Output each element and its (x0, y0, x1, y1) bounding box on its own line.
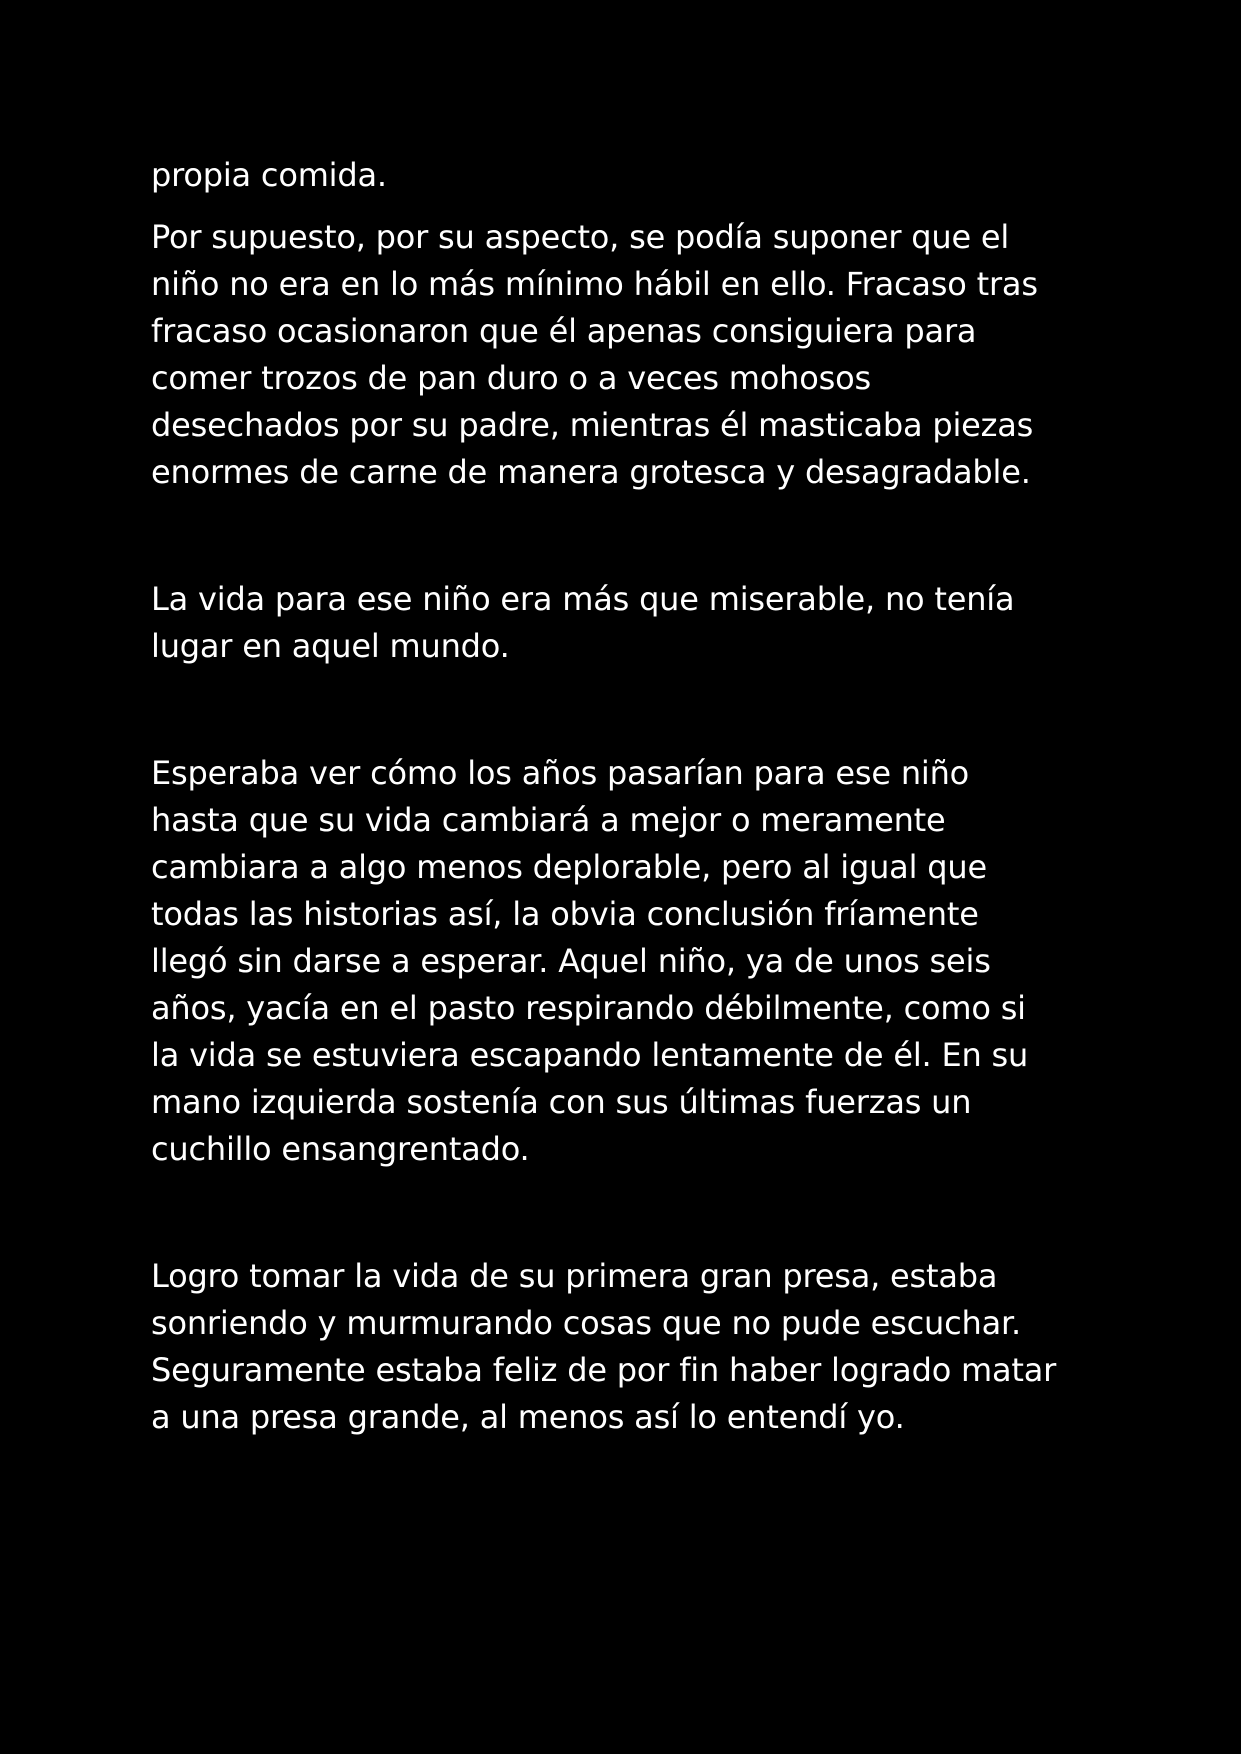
text-line: cambiara a algo menos deplorable, pero al igual que (151, 848, 987, 886)
text-line: Seguramente estaba feliz de por fin haber logrado matar (151, 1351, 1057, 1389)
text-line: llegó sin darse a esperar. Aquel niño, ya de unos seis (151, 942, 991, 980)
text-line: hasta que su vida cambiará a mejor o meramente (151, 801, 946, 839)
text-line: lugar en aquel mundo. (151, 627, 510, 665)
text-line: años, yacía en el pasto respirando débilmente, como si (151, 989, 1026, 1027)
text-line: enormes de carne de manera grotesca y desagradable. (151, 453, 1031, 491)
text-line: comer trozos de pan duro o a veces mohosos (151, 359, 871, 397)
text-line: a una presa grande, al menos así lo entendí yo. (151, 1398, 905, 1436)
text-line: mano izquierda sostenía con sus últimas fuerzas un (151, 1083, 972, 1121)
text-line: La vida para ese niño era más que miserable, no tenía (151, 580, 1015, 618)
story-text (151, 152, 1111, 1441)
text-line: desechados por su padre, mientras él masticaba piezas (151, 406, 1034, 444)
text-line: la vida se estuviera escapando lentamente de él. En su (151, 1036, 1029, 1074)
text-line: todas las historias así, la obvia conclusión fríamente (151, 895, 979, 933)
text-line: Logro tomar la vida de su primera gran presa, estaba (151, 1257, 998, 1295)
paragraph-4 (151, 750, 1111, 1173)
text-line: Por supuesto, por su aspecto, se podía suponer que el (151, 218, 1010, 256)
text-line: fracaso ocasionaron que él apenas consiguiera para (151, 312, 977, 350)
text-line: sonriendo y murmurando cosas que no pude escuchar. (151, 1304, 1021, 1342)
paragraph-2 (151, 214, 1111, 496)
paragraph-5 (151, 1253, 1111, 1441)
text-line: niño no era en lo más mínimo hábil en ello. Fracaso tras (151, 265, 1038, 303)
text-line: cuchillo ensangrentado. (151, 1130, 530, 1168)
paragraph-1 (151, 152, 1111, 199)
text-line: Esperaba ver cómo los años pasarían para ese niño (151, 754, 970, 792)
text-line: propia comida. (151, 156, 387, 194)
paragraph-3 (151, 576, 1111, 670)
